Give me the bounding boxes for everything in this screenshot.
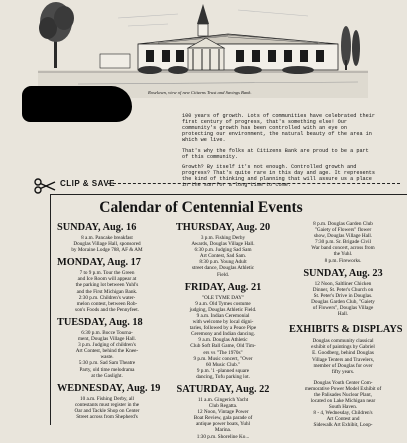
event-line: Sidewalk Art Exhibit, Loop- — [313, 422, 373, 429]
event-line: show, Douglas Village Hall. — [313, 233, 373, 240]
event-line: ment, Douglas Village Hall. — [78, 336, 136, 343]
event-line: the Yuhl. — [333, 251, 353, 258]
event-line: Art Contest, behind the Knee- — [75, 348, 139, 355]
event-line: 3 p.m. Judging of children's — [78, 342, 136, 349]
event-line: ers vs "The 1970s" — [203, 349, 243, 356]
calendar-column-2 — [169, 221, 277, 443]
event-line: 6:30 p.m. Bocce Tourna- — [81, 329, 133, 336]
event-line: of Flowers", Douglas Village — [312, 305, 374, 312]
event-line: 10 a.m. Fishing Derby, all — [80, 395, 134, 402]
event-line: St. Peter's Drive in Douglas. — [313, 292, 373, 299]
event-line: 3 p.m. Fishing Derby — [200, 235, 246, 241]
event-line: antique power boats, Yuhl — [196, 421, 250, 428]
event-line: with welcome by local digni- — [192, 319, 254, 326]
calendar-column-3 — [289, 221, 403, 432]
event-line: at the Gaslight. — [91, 372, 123, 379]
event-line: Douglas Village Hall, sponsored — [73, 241, 141, 248]
event-line: "Gaiety of Flowers" flower — [314, 227, 372, 234]
article-paragraph: That's why the folks at Citizens Bank are proud to be a part of this community. — [182, 147, 369, 160]
event-line: contestants must register in the — [74, 401, 140, 408]
event-line: Oar and Tackle Shop on Center — [74, 407, 140, 414]
event-line: Club Soft Ball Game, Old Tim- — [190, 343, 256, 350]
event-line: 1:30 p.m. Shoreline Ko... — [196, 433, 250, 440]
event-line: 12 Noon, Saltliner Chicken — [314, 280, 372, 287]
event-line: 8 a.m. Pancake breakfast — [81, 235, 133, 241]
event-line: 7:30 p.m. Sr. Brigade Civil — [314, 239, 372, 246]
event-line: memorative Power Model Exhibit of — [304, 385, 382, 392]
event-line: 8 p.m. Fireworks. — [324, 257, 362, 264]
event-line: 5:30 p.m. Sad Sam Theatre — [78, 360, 136, 367]
event-line: Ceremony and Indian dancing. — [191, 331, 255, 338]
event-line: taries, followed by a Peace Pipe — [189, 325, 257, 332]
event-line: member of Douglas for over — [313, 362, 373, 369]
event-line: Art Contest, Sad Sam. — [199, 253, 247, 260]
event-line: Hall. — [337, 311, 349, 318]
event-line: by Moraine Lodge 788, AF & AM — [71, 247, 143, 254]
event-line: Street across from Shepherd's — [76, 413, 138, 420]
bank-article — [182, 113, 378, 193]
event-day-heading: MONDAY, Aug. 17 — [57, 257, 141, 269]
event-day-heading: SATURDAY, Aug. 22 — [176, 383, 270, 395]
event-line: War band concert, across from — [311, 245, 375, 252]
event-line: and the First Michigan Bank. — [76, 288, 138, 295]
event-day-heading: SUNDAY, Aug. 23 — [303, 267, 383, 279]
event-line: exhibit of paintings by Gabriel — [311, 344, 375, 351]
cut-line — [108, 183, 400, 184]
event-line: 9 a.m. Indian Ceremonial — [196, 312, 250, 319]
event-day-heading: THURSDAY, Aug. 20 — [175, 222, 271, 233]
event-day-heading: EXHIBITS & DISPLAYS — [289, 324, 403, 336]
event-line: Douglas community classical — [312, 338, 374, 345]
event-line: Marina. — [214, 427, 232, 434]
event-line: Dinner, St. Peter's Church on — [312, 286, 374, 293]
event-line: 11 a.m. Gingerich Yacht — [197, 396, 249, 403]
event-line: Douglas Youth Center Com- — [313, 379, 373, 386]
event-line: 8 p.m. Douglas Garden Club — [313, 221, 373, 227]
event-day-heading: TUESDAY, Aug. 18 — [57, 316, 143, 328]
event-line: waste. — [100, 354, 114, 361]
event-line: dancing, Tofu parking lot. — [196, 373, 250, 380]
article-paragraph: Growth? By itself it's not enough. Controlled growth and progress? That's quite rare in this day and age. It represents the kind of thinking and planning that will assure us a place in the sun for a long time to come. — [182, 164, 376, 188]
event-line: Awards, Douglas Village Hall. — [191, 241, 255, 248]
event-line: judging, Douglas Athletic Field. — [189, 306, 257, 313]
calendar-title: Calendar of Centennial Events — [99, 199, 303, 216]
event-line: Party, old time melodrama — [79, 366, 135, 373]
event-line: Village Tenters and Travelers, — [311, 356, 375, 363]
event-line: the parking lot between Yuhl's — [75, 282, 139, 289]
event-line: 8 - 4, Wednesday, Children's — [313, 410, 373, 417]
event-line: and Ice Room will appear at — [77, 276, 137, 283]
event-line: E. Goodberg, behind Douglas — [312, 350, 374, 357]
event-line: Field. — [217, 271, 229, 278]
event-line: 9 a.m. Old Tymes costume — [195, 300, 251, 307]
event-line: 7 to 9 p.m. Tour the Green — [79, 270, 135, 277]
photo-caption: Roselawn, view of new Citizens Trust and Savings Bank. — [148, 90, 252, 95]
event-line: 8:30 p.m. Young Adult — [199, 259, 247, 266]
calendar-column-1 — [57, 221, 161, 423]
event-line: 9 p.m. Music concert, "Over — [193, 355, 253, 362]
event-day-heading: SUNDAY, Aug. 16 — [57, 222, 137, 233]
event-line: melon contest, between Rob- — [76, 300, 138, 307]
event-day-heading: FRIDAY, Aug. 21 — [184, 281, 262, 293]
event-line: located on Lake Michigan near — [310, 398, 376, 405]
event-line: 9 p.m. '1 -planned square — [196, 367, 250, 374]
event-line: the Palisades Nuclear Plant, — [314, 391, 372, 398]
event-line: Boat Review, gala parade of — [193, 415, 253, 422]
event-day-heading: WEDNESDAY, Aug. 19 — [57, 382, 161, 394]
event-line: son's Foods and the Pennyfeet. — [75, 306, 139, 313]
event-line: "OLE TYME DAY" — [201, 294, 245, 301]
event-line: Club Regatta. — [208, 403, 238, 410]
event-line: 9 a.m. Douglas Athletic — [198, 337, 248, 344]
redaction-mark — [22, 86, 132, 122]
event-line: street dance, Douglas Athletic — [191, 265, 255, 272]
event-line: 2:30 p.m. Children's water- — [78, 294, 136, 301]
scissors-icon — [34, 178, 56, 194]
article-paragraph: 100 years of growth. Lots of communities have celebrated their first century of progress, that's something else! Our community's growth has been controlled with an eye on protecting our environment, the natural beauty of the area in which we live. — [182, 113, 376, 143]
event-line: 60 Music Club." — [205, 361, 241, 368]
calendar-box — [50, 194, 407, 440]
event-line: Douglas Garden Club, "Gaiety — [311, 298, 375, 305]
bank-building-illustration — [38, 0, 368, 98]
event-line: fifty years. — [331, 368, 355, 375]
clip-and-save-label: CLIP & SAVE — [60, 179, 115, 188]
event-line: 12 Noon, Vintage Power — [197, 409, 249, 416]
event-line: 6:30 p.m. Judging Sad Sam — [194, 247, 252, 254]
event-line: South Haven. — [328, 404, 358, 411]
event-line: Art Contest and — [326, 416, 360, 423]
